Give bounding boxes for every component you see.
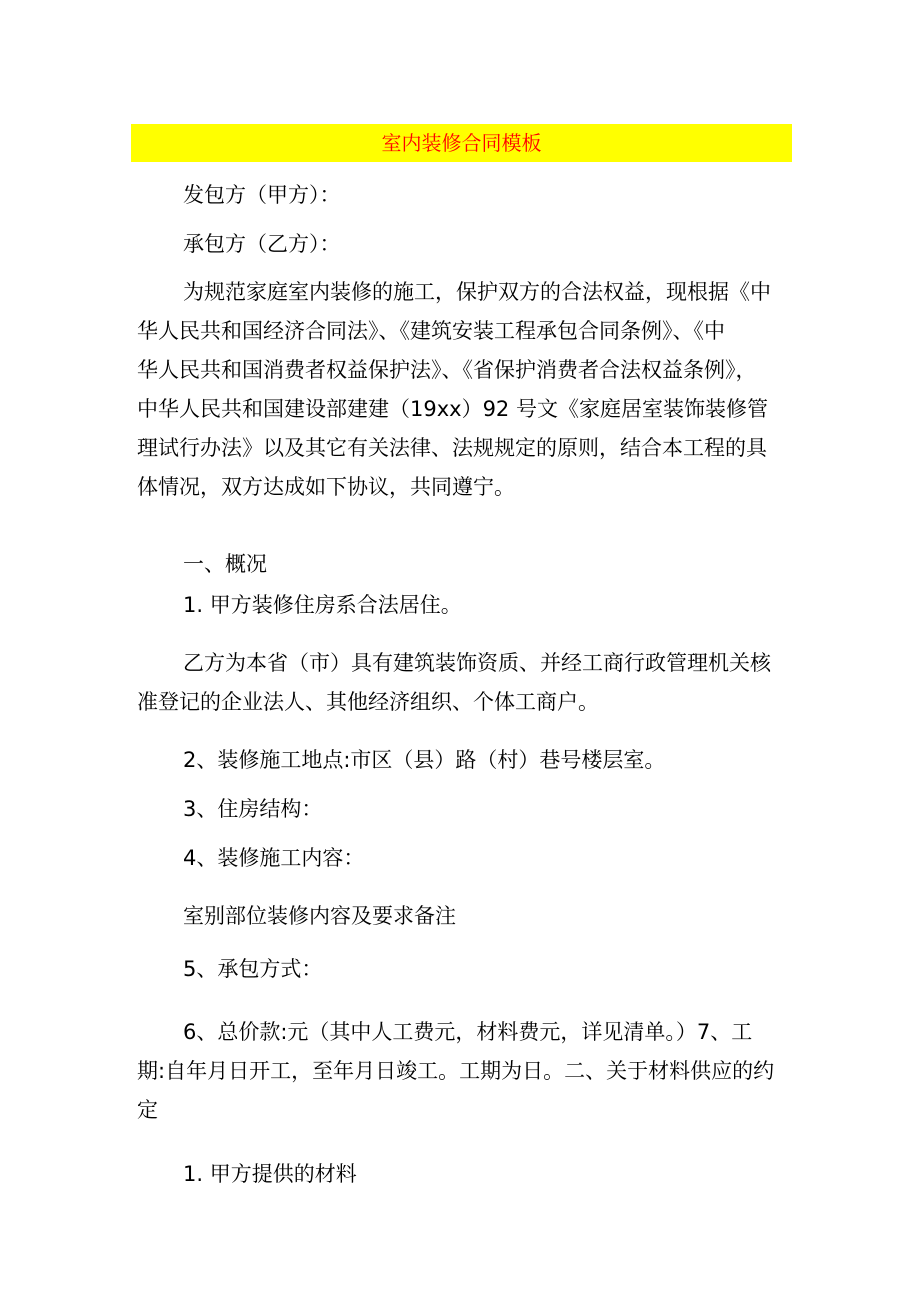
intro-line: 体情况，双方达成如下协议，共同遵宁。	[137, 475, 515, 499]
intro-line: 为规范家庭室内装修的施工，保护双方的合法权益，现根据《中	[183, 280, 771, 304]
intro-line: 华人民共和国消费者权益保护法》、《省保护消费者合法权益条例》，	[137, 358, 757, 382]
table-header: 室别部位装修内容及要求备注	[183, 904, 456, 928]
item-6-line: 定	[137, 1098, 158, 1122]
item-3: 3、住房结构：	[183, 797, 323, 821]
item-5: 5、承包方式：	[183, 957, 323, 981]
item-6-paragraph	[137, 1013, 797, 1130]
intro-line: 中华人民共和国建设部建建（19xx）92 号文《家庭居室装饰装修管	[137, 397, 768, 421]
title-banner	[131, 124, 792, 162]
item-6-line: 期:自年月日开工，至年月日竣工。工期为日。二、关于材料供应的约	[137, 1059, 775, 1083]
section-1-heading: 一、概况	[183, 552, 267, 576]
document-title: 室内装修合同模板	[381, 131, 542, 155]
party-b-desc-line: 乙方为本省（市）具有建筑装饰资质、并经工商行政管理机关核	[183, 651, 771, 675]
sub-item-1: 1. 甲方提供的材料	[183, 1162, 357, 1186]
intro-line: 华人民共和国经济合同法》、《建筑安装工程承包合同条例》、《中	[137, 319, 725, 343]
party-b-description	[137, 644, 797, 722]
item-1: 1. 甲方装修住房系合法居住。	[183, 593, 462, 617]
item-6-line: 6、总价款:元（其中人工费元，材料费元，详见清单。）7、工	[183, 1020, 753, 1044]
item-4: 4、装修施工内容：	[183, 846, 365, 870]
item-2: 2、装修施工地点:市区（县）路（村）巷号楼层室。	[183, 748, 666, 772]
intro-paragraph	[137, 273, 797, 507]
party-b-line: 承包方（乙方）：	[183, 232, 341, 256]
party-b-desc-line: 准登记的企业法人、其他经济组织、个体工商户。	[137, 690, 599, 714]
intro-line: 理试行办法》以及其它有关法律、法规规定的原则，结合本工程的具	[137, 436, 767, 460]
party-a-line: 发包方（甲方）：	[183, 183, 341, 207]
